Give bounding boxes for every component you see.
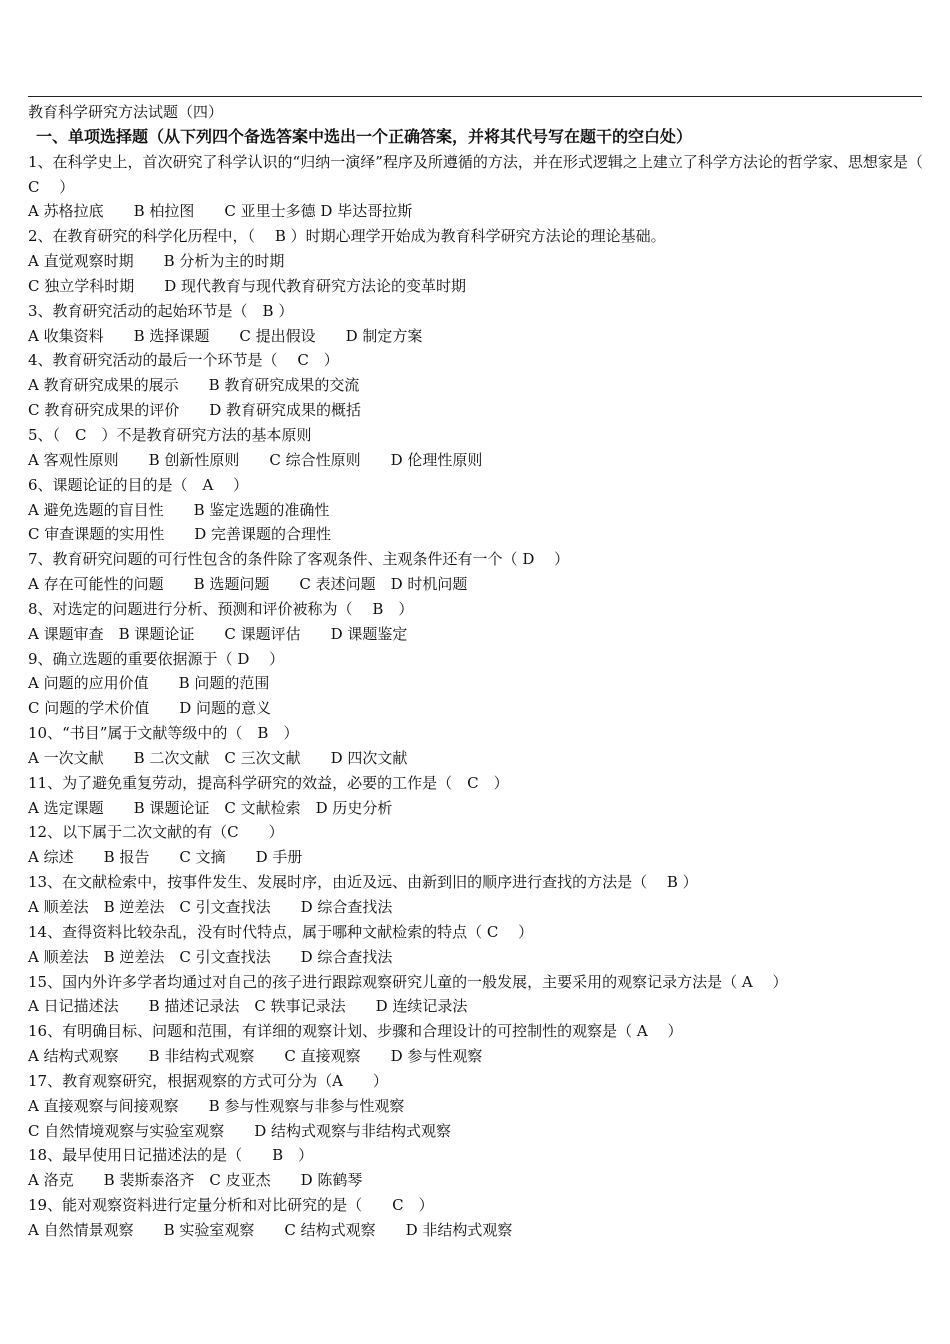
options-6b: C 审查课题的实用性 D 完善课题的合理性	[28, 525, 332, 544]
options-13: A 顺差法 B 逆差法 C 引文查找法 D 综合查找法	[28, 898, 393, 916]
options-8: A 课题审查 B 课题论证 C 课题评估 D 课题鉴定	[28, 624, 408, 643]
options-9a: A 问题的应用价值 B 问题的范围	[28, 674, 270, 693]
options-14: A 顺差法 B 逆差法 C 引文查找法 D 综合查找法	[28, 947, 393, 966]
question-19: 19、能对观察资料进行定量分析和对比研究的是（ C ）	[28, 1196, 434, 1215]
question-2: 2、在教育研究的科学化历程中，（ B ）时期心理学开始成为教育科学研究方法论的理论基础。	[28, 227, 666, 246]
options-17a: A 直接观察与间接观察 B 参与性观察与非参与性观察	[28, 1096, 405, 1115]
question-10: 10、“书目”属于文献等级中的（ B ）	[28, 724, 299, 743]
question-17: 17、教育观察研究，根据观察的方式可分为（A ）	[28, 1071, 388, 1090]
question-11: 11、为了避免重复劳动，提高科学研究的效益，必要的工作是（ C ）	[28, 773, 509, 792]
options-4a: A 教育研究成果的展示 B 教育研究成果的交流	[28, 376, 360, 395]
options-1: A 苏格拉底 B 柏拉图 C 亚里士多德 D 毕达哥拉斯	[28, 202, 413, 221]
options-2b: C 独立学科时期 D 现代教育与现代教育研究方法论的变革时期	[28, 276, 467, 295]
top-rule	[28, 96, 922, 97]
question-16: 16、有明确目标、问题和范围，有详细的观察计划、步骤和合理设计的可控制性的观察是（ A ）	[28, 1022, 683, 1041]
question-5: 5、（ C ）不是教育研究方法的基本原则	[28, 425, 312, 444]
question-12: 12、以下属于二次文献的有（C ）	[28, 823, 284, 842]
question-18: 18、最早使用日记描述法的是（ B ）	[28, 1146, 314, 1165]
section-heading: 一、单项选择题（从下列四个备选答案中选出一个正确答案，并将其代号写在题干的空白处）	[36, 126, 693, 146]
options-18: A 洛克 B 裴斯泰洛齐 C 皮亚杰 D 陈鹤琴	[28, 1171, 363, 1190]
question-4: 4、教育研究活动的最后一个环节是（ C ）	[28, 351, 339, 370]
question-1: 1、在科学史上，首次研究了科学认识的“归纳一演绎”程序及所遵循的方法，并在形式逻辑之上建立了科学方法论的哲学家、思想家是（ C ）	[28, 152, 923, 196]
question-15: 15、国内外许多学者均通过对自己的孩子进行跟踪观察研究儿童的一般发展，主要采用的观察记录方法是（ A ）	[28, 972, 788, 991]
question-13: 13、在文献检索中，按事件发生、发展时序，由近及远、由新到旧的顺序进行查找的方法是（ B ）	[28, 873, 698, 892]
document-title: 教育科学研究方法试题（四）	[28, 103, 224, 121]
question-6: 6、课题论证的目的是（ A ）	[28, 475, 249, 494]
options-16: A 结构式观察 B 非结构式观察 C 直接观察 D 参与性观察	[28, 1047, 483, 1066]
options-12: A 综述 B 报告 C 文摘 D 手册	[28, 848, 303, 867]
options-2a: A 直觉观察时期 B 分析为主的时期	[28, 252, 285, 271]
exam-document	[28, 100, 928, 1243]
options-19: A 自然情景观察 B 实验室观察 C 结构式观察 D 非结构式观察	[28, 1220, 513, 1239]
options-17b: C 自然情境观察与实验室观察 D 结构式观察与非结构式观察	[28, 1121, 452, 1140]
options-4b: C 教育研究成果的评价 D 教育研究成果的概括	[28, 401, 362, 420]
options-6a: A 避免选题的盲目性 B 鉴定选题的准确性	[28, 500, 330, 519]
question-8: 8、对选定的问题进行分析、预测和评价被称为（ B ）	[28, 599, 414, 618]
question-3: 3、教育研究活动的起始环节是（ B ）	[28, 301, 294, 320]
question-7: 7、教育研究问题的可行性包含的条件除了客观条件、主观条件还有一个（ D ）	[28, 550, 570, 569]
question-14: 14、查得资料比较杂乱，没有时代特点，属于哪种文献检索的特点（ C ）	[28, 922, 534, 941]
options-15: A 日记描述法 B 描述记录法 C 轶事记录法 D 连续记录法	[28, 997, 468, 1016]
options-10: A 一次文献 B 二次文献 C 三次文献 D 四次文献	[28, 748, 408, 767]
options-9b: C 问题的学术价值 D 问题的意义	[28, 699, 272, 718]
options-7: A 存在可能性的问题 B 选题问题 C 表述问题 D 时机问题	[28, 575, 468, 594]
question-9: 9、确立选题的重要依据源于（ D ）	[28, 649, 285, 668]
options-3: A 收集资料 B 选择课题 C 提出假设 D 制定方案	[28, 326, 423, 345]
options-11: A 选定课题 B 课题论证 C 文献检索 D 历史分析	[28, 798, 393, 817]
options-5: A 客观性原则 B 创新性原则 C 综合性原则 D 伦理性原则	[28, 450, 483, 469]
